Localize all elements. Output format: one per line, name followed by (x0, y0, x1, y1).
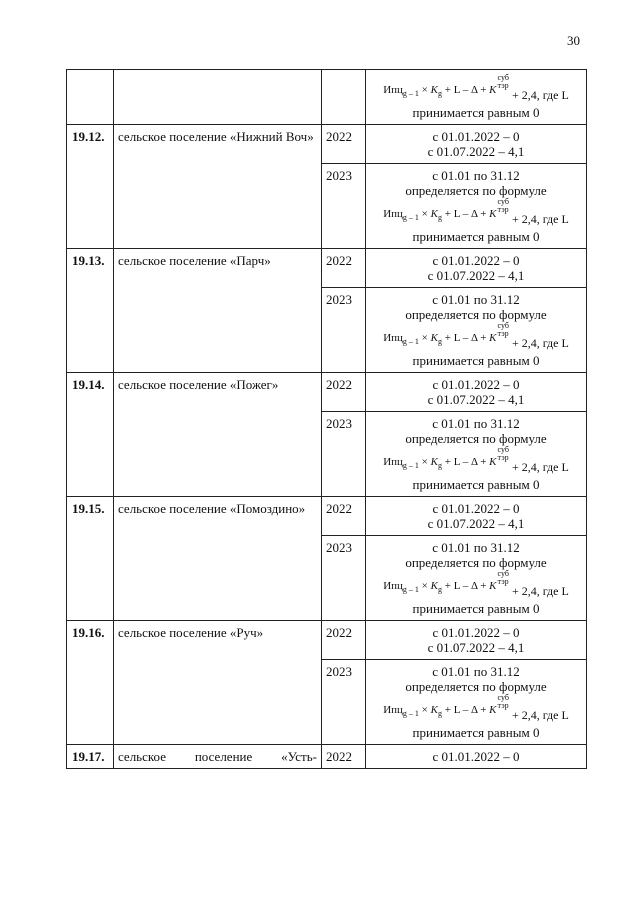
value-line: с 01.01.2022 – 0 (432, 749, 520, 764)
formula (370, 570, 582, 601)
year-cell: 2023 (322, 536, 366, 621)
formula-k2-sup: суб (497, 693, 509, 702)
value-line: принимается равным 0 (412, 353, 540, 368)
formula-k2: K (489, 208, 497, 220)
formula-k: K (430, 84, 438, 96)
value-cell (366, 536, 587, 621)
year-cell: 2022 (322, 373, 366, 412)
formula-mid: + L – Δ + (441, 332, 490, 344)
value-cell (366, 497, 587, 536)
value-line: с 01.01 по 31.12 (432, 540, 520, 555)
settlement-name: сельское поселение «Нижний Воч» (114, 125, 322, 249)
value-line: определяется по формуле (405, 431, 547, 446)
formula-tail: + 2,4, где L (511, 584, 569, 598)
formula-k2: K (489, 456, 497, 468)
settlement-name (114, 745, 322, 769)
formula (370, 446, 582, 477)
formula-k2-sub: тэр (497, 453, 509, 462)
settlement-name: сельское поселение «Парч» (114, 249, 322, 373)
value-line: с 01.01.2022 – 0 (432, 501, 520, 516)
formula-tail: + 2,4, где L (511, 212, 569, 226)
formula-k-sub: g (437, 213, 442, 223)
value-line: с 01.01 по 31.12 (432, 664, 520, 679)
row-number: 19.16. (67, 621, 114, 745)
formula-k2-sub: тэр (497, 329, 509, 338)
formula-prefix-sub: g – 1 (402, 585, 419, 595)
value-line: с 01.07.2022 – 4,1 (427, 144, 525, 159)
value-cell (366, 412, 587, 497)
page-number: 30 (567, 33, 580, 48)
row-number: 19.13. (67, 249, 114, 373)
settlement-name-text: сельское поселение «Усть- (118, 749, 317, 764)
value-line: принимается равным 0 (412, 229, 540, 244)
formula-k-sub: g (437, 461, 442, 471)
formula-k: K (430, 456, 438, 468)
formula (370, 198, 582, 229)
formula-k2-indices (498, 198, 509, 214)
formula-tail: + 2,4, где L (511, 460, 569, 474)
formula-k2-sup: суб (497, 197, 509, 206)
value-cell (366, 745, 587, 769)
formula (370, 694, 582, 725)
value-line: определяется по формуле (405, 555, 547, 570)
settlement-name: сельское поселение «Помоздино» (114, 497, 322, 621)
formula-k: K (430, 704, 438, 716)
value-cell (366, 125, 587, 164)
formula-prefix: Ипц (383, 84, 403, 96)
table-row (67, 70, 587, 125)
value-line: с 01.01 по 31.12 (432, 168, 520, 183)
year-cell: 2022 (322, 249, 366, 288)
value-line: определяется по формуле (405, 679, 547, 694)
table-row (67, 621, 587, 660)
value-line: с 01.01.2022 – 0 (432, 253, 520, 268)
settlement-name: сельское поселение «Руч» (114, 621, 322, 745)
formula-k2-sup: суб (497, 569, 509, 578)
formula-k: K (430, 580, 438, 592)
formula-op: × (418, 580, 431, 592)
value-line: с 01.01.2022 – 0 (432, 129, 520, 144)
name-cell (114, 70, 322, 125)
formula-k2-sup: суб (497, 321, 509, 330)
formula-mid: + L – Δ + (441, 456, 490, 468)
formula-k: K (430, 332, 438, 344)
formula-mid: + L – Δ + (441, 580, 490, 592)
table-row (67, 125, 587, 164)
formula-mid: + L – Δ + (441, 704, 490, 716)
table-row (67, 745, 587, 769)
formula-prefix-sub: g – 1 (402, 461, 419, 471)
formula-prefix-sub: g – 1 (402, 337, 419, 347)
row-number: 19.14. (67, 373, 114, 497)
formula-k2-sup: суб (497, 445, 509, 454)
table-row (67, 373, 587, 412)
formula-prefix: Ипц (383, 580, 403, 592)
formula-op: × (418, 84, 431, 96)
formula-mid: + L – Δ + (441, 84, 490, 96)
formula-k2-indices (498, 74, 509, 90)
num-cell (67, 70, 114, 125)
value-cell (366, 249, 587, 288)
row-number: 19.12. (67, 125, 114, 249)
formula-k2: K (489, 704, 497, 716)
year-cell: 2022 (322, 497, 366, 536)
formula-k-sub: g (437, 709, 442, 719)
value-line: с 01.01.2022 – 0 (432, 625, 520, 640)
formula-prefix: Ипц (383, 704, 403, 716)
value-cell (366, 621, 587, 660)
formula-k2-indices (498, 322, 509, 338)
formula-k-sub: g (437, 337, 442, 347)
formula-prefix-sub: g – 1 (402, 213, 419, 223)
formula-prefix-sub: g – 1 (402, 709, 419, 719)
value-line: с 01.07.2022 – 4,1 (427, 640, 525, 655)
formula-k2-indices (498, 570, 509, 586)
formula (370, 322, 582, 353)
year-cell: 2023 (322, 412, 366, 497)
formula-tail: + 2,4, где L (511, 336, 569, 350)
value-line: с 01.01 по 31.12 (432, 416, 520, 431)
year-cell: 2022 (322, 621, 366, 660)
value-cell (366, 164, 587, 249)
table-row (67, 497, 587, 536)
formula-prefix-sub: g – 1 (402, 89, 419, 99)
value-line: с 01.01.2022 – 0 (432, 377, 520, 392)
formula-k2: K (489, 580, 497, 592)
formula (370, 74, 582, 105)
year-cell: 2022 (322, 745, 366, 769)
formula-k2-sub: тэр (497, 81, 509, 90)
value-line: с 01.01 по 31.12 (432, 292, 520, 307)
formula-op: × (418, 332, 431, 344)
value-line: принимается равным 0 (412, 477, 540, 492)
settlement-name: сельское поселение «Пожег» (114, 373, 322, 497)
value-line: принимается равным 0 (412, 105, 540, 120)
formula-tail: + 2,4, где L (511, 708, 569, 722)
value-cell (366, 660, 587, 745)
formula-op: × (418, 208, 431, 220)
year-cell: 2023 (322, 288, 366, 373)
value-line: с 01.07.2022 – 4,1 (427, 268, 525, 283)
formula-k-sub: g (437, 89, 442, 99)
formula-k2-sup: суб (497, 73, 509, 82)
tariff-table (66, 69, 587, 769)
formula-mid: + L – Δ + (441, 208, 490, 220)
formula-k2-indices (498, 694, 509, 710)
formula-k2-sub: тэр (497, 205, 509, 214)
row-number: 19.17. (67, 745, 114, 769)
formula-prefix: Ипц (383, 332, 403, 344)
value-line: принимается равным 0 (412, 601, 540, 616)
formula-op: × (418, 704, 431, 716)
year-cell: 2022 (322, 125, 366, 164)
formula-op: × (418, 456, 431, 468)
formula-k2-indices (498, 446, 509, 462)
row-number: 19.15. (67, 497, 114, 621)
year-cell (322, 70, 366, 125)
year-cell: 2023 (322, 660, 366, 745)
value-line: с 01.07.2022 – 4,1 (427, 516, 525, 531)
formula-k2: K (489, 84, 497, 96)
formula-k-sub: g (437, 585, 442, 595)
value-line: определяется по формуле (405, 307, 547, 322)
formula-tail: + 2,4, где L (511, 88, 569, 102)
formula-k2-sub: тэр (497, 577, 509, 586)
value-line: с 01.07.2022 – 4,1 (427, 392, 525, 407)
value-cell (366, 288, 587, 373)
formula-prefix: Ипц (383, 208, 403, 220)
value-cell (366, 70, 587, 125)
table-row (67, 249, 587, 288)
formula-k2: K (489, 332, 497, 344)
formula-prefix: Ипц (383, 456, 403, 468)
value-line: принимается равным 0 (412, 725, 540, 740)
value-line: определяется по формуле (405, 183, 547, 198)
value-cell (366, 373, 587, 412)
formula-k: K (430, 208, 438, 220)
year-cell: 2023 (322, 164, 366, 249)
formula-k2-sub: тэр (497, 701, 509, 710)
